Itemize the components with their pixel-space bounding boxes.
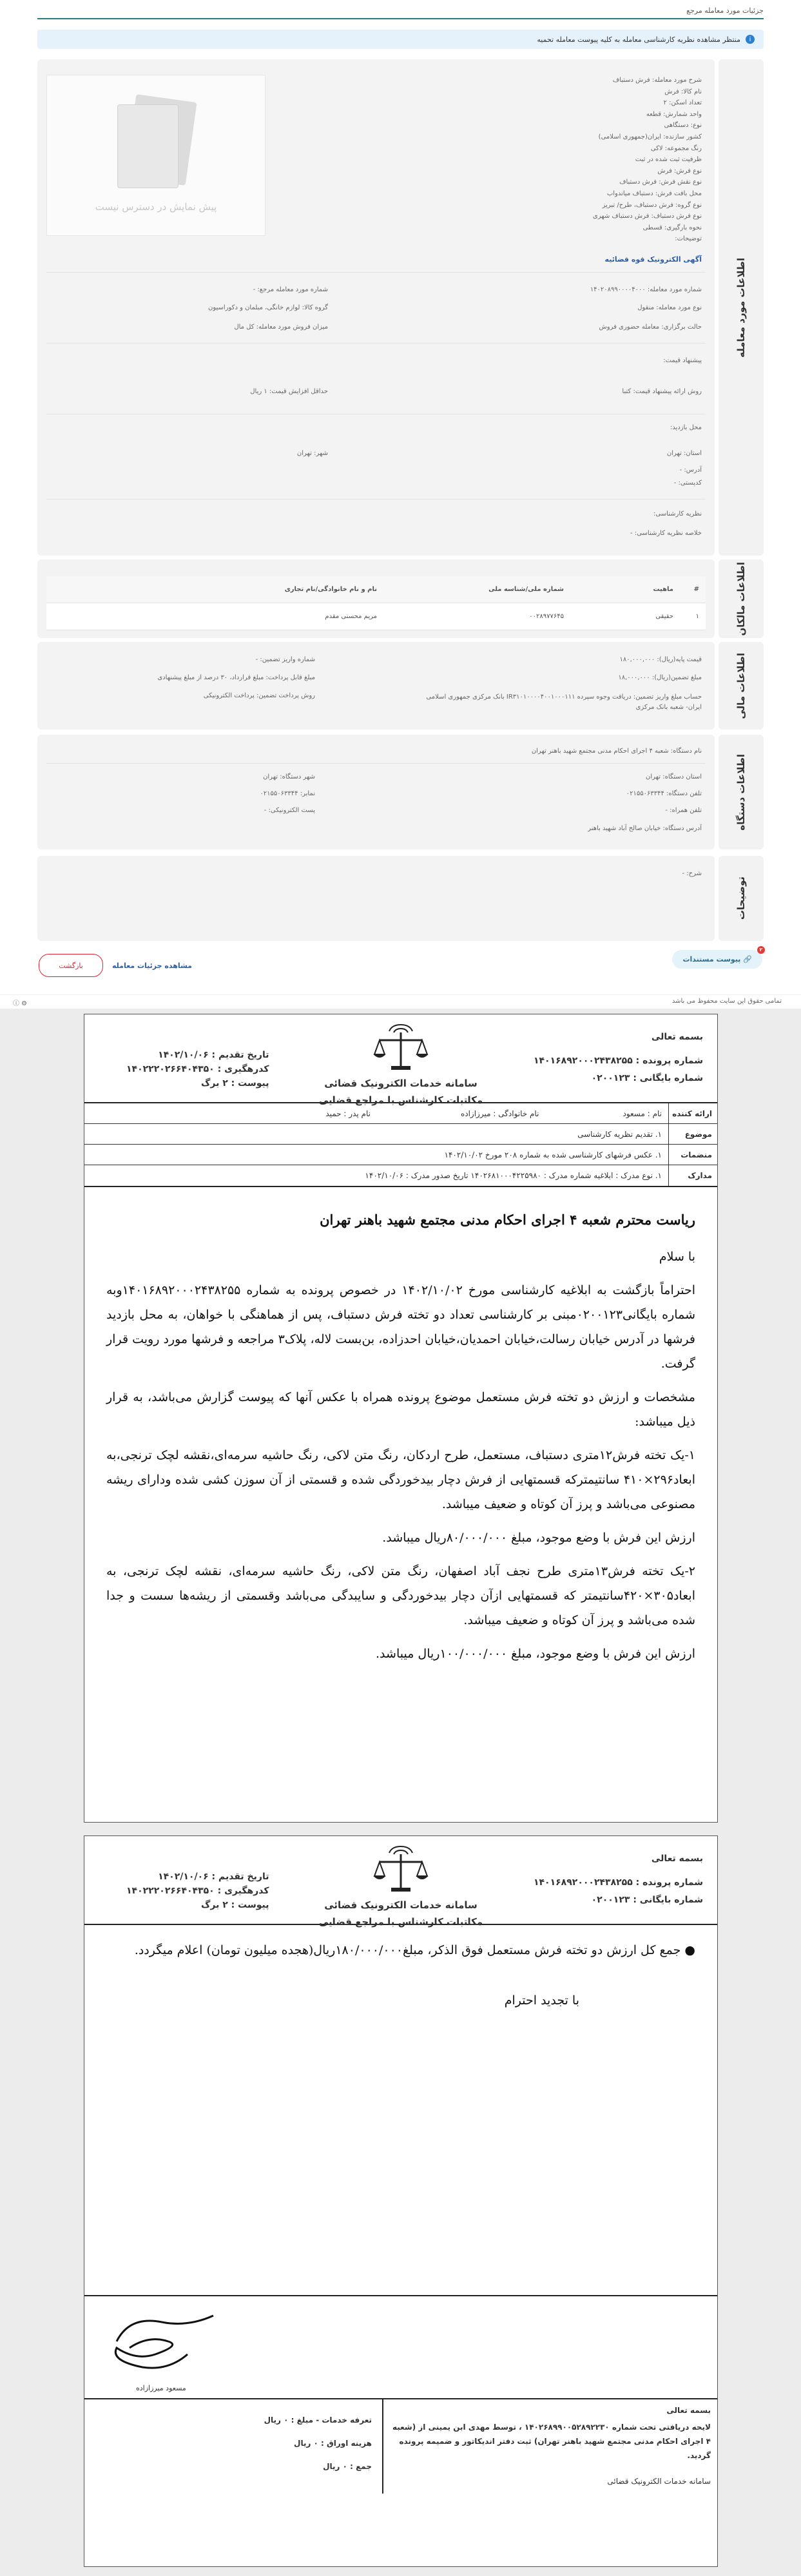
letter-paragraph: مشخصات و ارزش دو تخته فرش مستعمل موضوع پرونده همراه با عکس آنها که پیوست گزارش می‌باشد، به قرار ذیل میباشد: [106, 1390, 695, 1429]
head-right: بسمه تعالی شماره پرونده : ۱۴۰۱۶۸۹۲۰۰۰۲۴۳۸۲۵۵ شماره بایگانی : ۰۲۰۰۱۲۳ [533, 1854, 703, 1905]
bid-heading: پیشنهاد قیمت: [663, 357, 702, 364]
info-notice [37, 30, 764, 49]
org-subtitle: مکاتبات کارشناس با مراجع قضایی [318, 1916, 483, 1928]
divider [46, 343, 706, 344]
cell-index: ۱ [695, 613, 699, 620]
device-phone: تلفن دستگاه: ۰۲۱۵۵۰۶۳۳۴۴ [626, 790, 702, 797]
item-number: شماره مورد معامله: ۱۴۰۲۰۸۹۹۰۰۰۰۴۰۰۰ [590, 286, 702, 293]
view-details-link[interactable]: مشاهده جزئیات معامله [112, 962, 192, 970]
device-mobile: تلفن همراه: - [665, 807, 702, 814]
footer-icons[interactable]: ⚙ ⓘ [13, 1000, 28, 1007]
section-label: اطلاعات مالی [719, 642, 764, 730]
letter-paragraph: احتراماً بازگشت به ابلاغیه کارشناسی مورخ ۱۴۰۲/۱۰/۰۲ در خصوص پرونده به شماره ۱۴۰۱۶۸۹۲۰۰۰۲۴۳۸۲۵۵وبه شماره بایگانی۰۲۰۰۱۲۳مبنی بر کارشناسی تعداد دو تخته فرش دستباف، پس از هماهنگی با خواهان، به محل بازدید فرشها در آدرس خیابان رسالت،خیابان احمدیان،خیابان احدزاده، بن‌بست لاله، پلاک۳ مراجعه و فرشها مورد رویت قرار گرفت. [106, 1283, 695, 1371]
letter-paragraph: ارزش این فرش با وضع موجود، مبلغ ۱۰۰/۰۰۰/۰۰۰ریال میباشد. [376, 1647, 695, 1661]
head-right: بسمه تعالی شماره پرونده : ۱۴۰۱۶۸۹۲۰۰۰۲۴۳۸۲۵۵ شماره بایگانی : ۰۲۰۰۱۲۳ [533, 1032, 703, 1083]
attachments-button[interactable] [672, 947, 763, 969]
notes-body [37, 856, 715, 941]
deposit-amount: مبلغ تضمین(ریال): ۱۸,۰۰۰,۰۰۰ [618, 674, 702, 681]
top-divider [37, 18, 764, 19]
letter-body [84, 1925, 717, 2295]
cell-national-id: ۰۰۲۸۹۷۷۶۴۵ [529, 613, 564, 620]
letter-head [84, 1836, 717, 1928]
letter-total: ● جمع کل ارزش دو تخته فرش مستعمل فوق الذکر، مبلغ۱۸۰/۰۰۰/۰۰۰ریال(هجده میلیون تومان) اعلام میگردد. [134, 1943, 695, 1957]
section-owners [37, 559, 764, 638]
placeholder-caption: پیش نمایش در دسترس نیست [95, 201, 217, 213]
item-field: محل بافت فرش: دستباف میاندواب [606, 189, 702, 197]
item-fields-list [457, 75, 702, 245]
postal-code: کدپستی: - [673, 479, 702, 487]
province: استان: تهران [666, 450, 702, 457]
section-notes [37, 856, 764, 941]
meta-row-attachments: منضمات ۱. عکس فرشهای کارشناسی شده به شماره ۲۰۸ مورخ ۱۴۰۲/۱۰/۰۲ [84, 1145, 717, 1165]
letter-paragraph: ۲-یک تخته فرش۱۳متری طرح نجف آباد اصفهان، رنگ متن لاکی، رنگ حاشیه سرمه‌ای، نقشه لچک ترنجی، به ابعاد۳۰۵×۴۲۰سانتیمتر که قسمتهایی ازآن دچار بیدخوردگی و سایبدگی می‌باشد وقسمتی از ریشه‌ها سست و جدا شده می‌باشد و پرز آن کوتاه و ضعیف میباشد. [106, 1564, 695, 1627]
table-header [46, 576, 706, 603]
head-center [304, 1843, 497, 1930]
notice-text: منتظر مشاهده نظریه کارشناسی معامله به کلیه پیوست معامله تحمیه [537, 35, 740, 44]
device-city: شهر دستگاه: تهران [263, 773, 315, 780]
breadcrumb: جزئیات مورد معامله مرجع [686, 6, 764, 15]
visit-place: محل بازدید: [670, 424, 702, 431]
deposit-account: حساب مبلغ واریز تضمین: دریافت وجوه سپرده IR۳۱۰۱۰۰۰۰۴۰۰۱۰۰۰۱۱۱ بانک مرکزی جمهوری اسلامی ایران- شعبه بانک مرکزی [426, 693, 702, 711]
section-label: اطلاعات دستگاه [719, 735, 764, 849]
holding-mode: حالت برگزاری: معامله حضوری فروش [599, 324, 702, 331]
item-type: نوع مورد معامله: منقول [637, 304, 702, 311]
owners-table [46, 576, 706, 630]
portal-page [0, 0, 801, 1009]
sale-amount: میزان فروش مورد معامله: کل مال [234, 324, 328, 331]
owners-body [37, 559, 715, 638]
letter-title: ریاست محترم شعبه ۴ اجرای احکام مدنی مجتمع شهید باهنر تهران [320, 1212, 695, 1228]
justice-scale-icon [372, 1021, 430, 1072]
letter-head [84, 1014, 717, 1106]
ref-item-number: شماره مورد معامله مرجع: - [253, 286, 328, 293]
letter-paragraph: ۱-یک تخته فرش۱۲متری دستباف، مستعمل، طرح اردکان، رنگ متن لاکی، رنگ حاشیه سرمه‌ای،نقشه لچک ترنجی،به ابعاد۲۹۶×۴۱۰ سانتیمترکه قسمتهایی از فرش دچار بیدخوردگی شده و قسمتی از آن سوزن کشی شده ودارای ریشه مصنوعی می‌باشد و پرز آن کوتاه و ضعیف میباشد. [106, 1448, 695, 1511]
justice-scale-icon [372, 1843, 430, 1894]
notes-text: شرح: - [682, 870, 702, 877]
meta-row-sender: ارائه کننده نام : مسعود نام خانوادگی : میرزازاده نام پدر : حمید [84, 1103, 717, 1124]
item-field: نوع: دستگاهی [664, 122, 702, 130]
col-nature: ماهیت [653, 586, 673, 593]
ad-link[interactable]: آگهی الکترونیک قوه قضائیه [604, 255, 702, 264]
table-row [46, 603, 706, 630]
info-icon: i [746, 35, 755, 44]
min-increase: حداقل افزایش قیمت: ۱ ریال [250, 388, 328, 395]
head-left: تاریخ تقدیم : ۱۴۰۲/۱۰/۰۶ کدرهگیری : ۱۴۰۲۲۲۰۲۶۶۴۰۴۳۵۰ پیوست : ۲ برگ [126, 1872, 269, 1910]
signer-name: مسعود میرزازاده [136, 2384, 186, 2392]
cell-nature: حقیقی [655, 613, 673, 620]
site-footer [0, 994, 801, 1009]
attachments-label: پیوست مستندات [682, 955, 741, 964]
item-field: واحد شمارش: قطعه [646, 110, 702, 118]
expert-summary: خلاصه نظریه کارشناسی: - [630, 530, 702, 537]
deposit-method: روش پرداخت تضمین: پرداخت الکترونیکی [203, 692, 315, 699]
device-fax: نمابر: ۰۲۱۵۵۰۶۳۳۴۴ [260, 790, 315, 797]
financial-body [37, 642, 715, 730]
letter-closing: با تجدید احترام [504, 1993, 579, 2008]
device-address: آدرس دستگاه: خیابان صالح آباد شهید باهنر [588, 825, 702, 832]
base-price: قیمت پایه(ریال): ۱۸۰,۰۰۰,۰۰۰ [619, 656, 702, 663]
divider [46, 272, 706, 273]
document-page-1 [84, 1014, 718, 1823]
signature-box [84, 2295, 717, 2398]
section-label: اطلاعات مالکان [719, 559, 764, 638]
item-field: نوع نقش فرش: فرش دستباف [619, 179, 702, 186]
section-label: توضیحات [719, 856, 764, 941]
item-field: کشور سازنده: ایران(جمهوری اسلامی) [598, 133, 702, 140]
item-field: نام کالا: فرش [664, 88, 702, 95]
cell-name: مریم محسنی مقدم [325, 613, 377, 620]
document-page-2 [84, 1835, 718, 2567]
bid-method: روش ارائه پیشنهاد قیمت: کتبا [622, 388, 702, 395]
letter-greeting: با سلام [659, 1250, 695, 1264]
copyright: تمامی حقوق این سایت محفوظ می باشد [671, 998, 782, 1005]
signature-mark [97, 2303, 226, 2380]
payable-amount: مبلغ قابل پرداخت: مبلغ قرارداد، ۳۰ درصد از مبلغ پیشنهادی [157, 674, 315, 681]
device-email: پست الکترونیکی: - [264, 807, 315, 814]
letter-meta [84, 1103, 717, 1187]
head-center [304, 1021, 497, 1109]
goods-group: گروه کالا: لوازم خانگی، مبلمان و دکوراسیون [208, 304, 328, 311]
device-name: نام دستگاه: شعبه ۴ اجرای احکام مدنی مجتمع شهید باهنر تهران [531, 748, 702, 755]
back-button[interactable]: بازگشت [39, 954, 103, 977]
org-subtitle: مکاتبات کارشناس با مراجع قضایی [318, 1094, 483, 1106]
letter-body [84, 1187, 717, 1688]
deposit-number: شماره واریز تضمین: - [255, 656, 315, 663]
item-info-body [37, 59, 715, 556]
letter-paragraph: ارزش این فرش با وضع موجود، مبلغ ۸۰/۰۰۰/۰۰۰ریال میباشد. [382, 1531, 695, 1545]
item-field: نحوه بارگیری: قسطی [642, 224, 702, 231]
item-field: نوع فرش: فرش [657, 167, 702, 175]
meta-row-documents: مدارک ۱. نوع مدرک : ابلاغیه شماره مدرک : ۱۴۰۲۶۸۱۰۰۰۴۲۲۵۹۸۰ تاریخ صدور مدرک : ۱۴۰۲/۱۰/۰۶ [84, 1165, 717, 1186]
item-field: ظرفیت ثبت شده در ثبت [635, 156, 702, 164]
fees-box: تعرفه خدمات - مبلغ : ۰ ریال هزینه اوراق : ۰ ریال جمع : ۰ ریال [264, 2416, 372, 2471]
section-item-info [37, 59, 764, 556]
head-left: تاریخ تقدیم : ۱۴۰۲/۱۰/۰۶ کدرهگیری : ۱۴۰۲۲۲۰۲۶۶۴۰۴۳۵۰ پیوست : ۲ برگ [126, 1050, 269, 1089]
divider [46, 763, 706, 764]
device-body [37, 735, 715, 849]
col-name: نام و نام خانوادگی/نام تجاری [284, 586, 377, 593]
item-field: نوع فرش دستباف: فرش دستباف شهری [592, 213, 702, 220]
image-placeholder[interactable] [46, 75, 265, 236]
registration-box [84, 2398, 717, 2494]
org-name: سامانه خدمات الکترونیک قضائی [324, 1899, 478, 1911]
item-field: نوع گروه: فرش دستباف، طرح/ تبریز [602, 201, 702, 209]
col-national-id: شماره ملی/شناسه ملی [488, 586, 564, 593]
item-field: توضیحات: [675, 235, 702, 243]
col-index: # [693, 586, 699, 593]
expert-opinion: نظریه کارشناسی: [653, 510, 702, 518]
item-field: تعداد اسکن: ۲ [663, 99, 702, 107]
item-field: شرح مورد معامله: فرش دستباف [612, 77, 702, 84]
section-financial [37, 642, 764, 730]
section-device [37, 735, 764, 849]
paperclip-icon: 🔗 [743, 955, 752, 964]
attachments-badge: ۲ [757, 946, 765, 954]
city: شهر: تهران [296, 450, 328, 457]
org-name: سامانه خدمات الکترونیک قضائی [324, 1078, 478, 1089]
registration-note: بسمه تعالی لایحه دریافتی تحت شماره ۱۴۰۲۶۸۹۹۰۰۵۲۸۹۲۲۳۰ ، توسط مهدی ابن یمینی از (شعبه ۴ اجرای احکام مدنی مجتمع شهید باهنر تهران) ثبت دفتر اندیکاتور و ضمیمه پرونده گردید. سامانه خدمات الکترونیک قضائی [382, 2399, 717, 2494]
meta-row-subject: موضوع ۱. تقدیم نظریه کارشناسی [84, 1124, 717, 1145]
document-viewer [0, 1009, 801, 2576]
item-field: رنگ مجموعه: لاکی [650, 144, 702, 152]
address: آدرس: - [679, 467, 702, 474]
device-province: استان دستگاه: تهران [646, 773, 702, 780]
document-icon [114, 98, 198, 195]
section-label: اطلاعات مورد معامله [719, 59, 764, 556]
